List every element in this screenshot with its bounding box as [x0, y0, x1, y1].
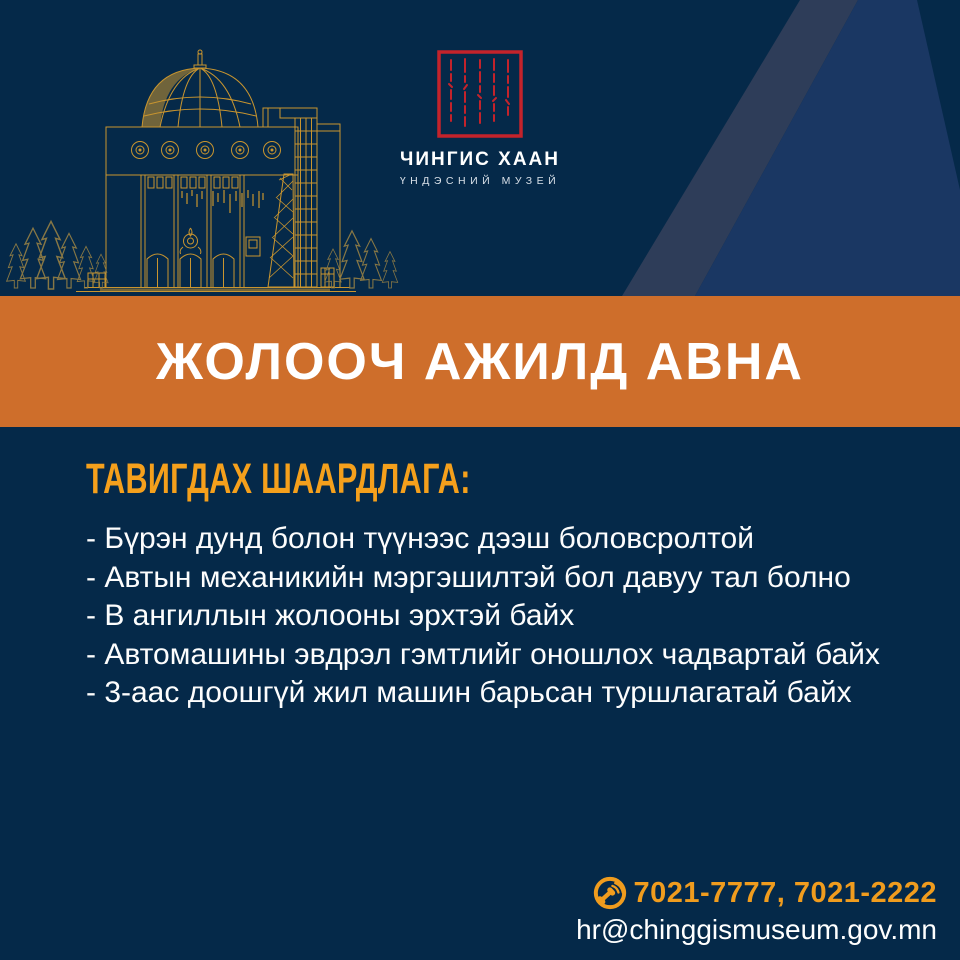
- contact-email: hr@chinggismuseum.gov.mn: [576, 914, 937, 945]
- requirement-item: - В ангиллын жолооны эрхтэй байх: [86, 599, 575, 632]
- pine-trees-illustration: [7, 221, 398, 289]
- requirements-list: [86, 520, 880, 713]
- requirement-item: - Бүрэн дунд болон түүнээс дээш боловсролтой: [86, 522, 754, 555]
- contact-block: [576, 876, 937, 946]
- museum-logo: [0, 50, 960, 187]
- requirement-item: - Автын механикийн мэргэшилтэй бол давуу тал болно: [86, 560, 851, 594]
- logo-subtitle: ҮНДЭСНИЙ МУЗЕЙ: [399, 175, 561, 187]
- phone-icon: [593, 876, 627, 910]
- logo-title: ЧИНГИС ХААН: [400, 149, 560, 170]
- requirements-heading: ТАВИГДАХ ШААРДЛАГА:: [86, 455, 471, 503]
- requirement-item: - 3-аас доошгүй жил машин барьсан туршлагатай байх: [86, 676, 852, 709]
- banner-title: ЖОЛООЧ АЖИЛД АВНА: [156, 332, 804, 391]
- phone-numbers: 7021-7777, 7021-2222: [633, 876, 937, 909]
- phone-row: [593, 876, 937, 910]
- mongol-script-seal-icon: [437, 50, 523, 138]
- job-title-banner: [0, 296, 960, 427]
- requirement-item: - Автомашины эвдрэл гэмтлийг оношлох чадвартай байх: [86, 637, 880, 671]
